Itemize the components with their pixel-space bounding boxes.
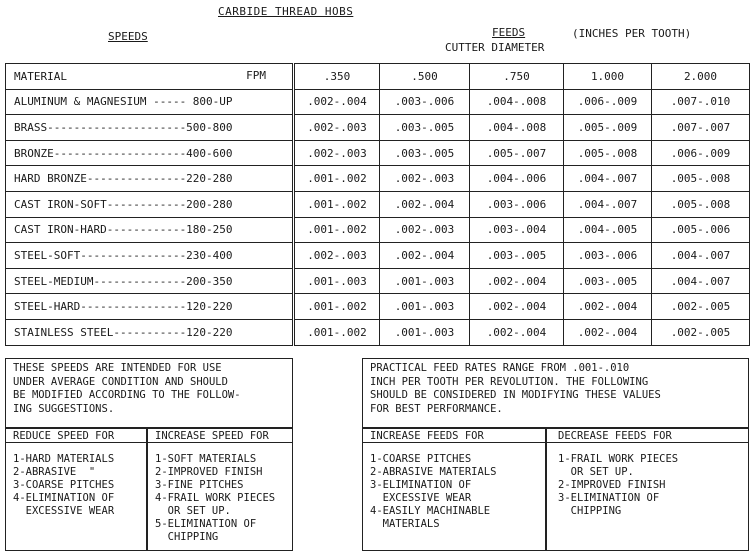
feed-value-cell: .003-.005 [564,268,652,294]
feed-value-cell: .007-.007 [652,115,750,141]
table-row [6,115,750,141]
feed-value-cell: .003-.005 [380,140,470,166]
feed-value-cell: .006-.009 [652,140,750,166]
feed-value-cell: .002-.003 [380,166,470,192]
increase-speed-list: 1-SOFT MATERIALS 2-IMPROVED FINISH 3-FINE PITCHES 4-FRAIL WORK PIECES OR SET UP. 5-ELIMINATION OF CHIPPING [155,453,276,543]
feed-value-cell: .004-.008 [470,89,564,115]
feed-value-cell: .002-.004 [470,268,564,294]
decrease-feeds-list: 1-FRAIL WORK PIECES OR SET UP. 2-IMPROVED FINISH 3-ELIMINATION OF CHIPPING [558,453,679,517]
table-row [6,140,750,166]
feed-value-cell: .003-.006 [380,89,470,115]
material-cell: STEEL-MEDIUM--------------200-350 [6,268,294,294]
fpm-header: FPM [246,69,266,82]
feed-value-cell: .007-.010 [652,89,750,115]
feed-value-cell: .003-.005 [470,243,564,269]
feed-value-cell: .004-.007 [652,243,750,269]
reduce-speed-list: 1-HARD MATERIALS 2-ABRASIVE " 3-COARSE PITCHES 4-ELIMINATION OF EXCESSIVE WEAR [13,453,115,517]
cutter-diameter-heading: CUTTER DIAMETER [445,41,545,54]
feed-value-cell: .001-.002 [294,217,380,243]
table-row [6,166,750,192]
feed-value-cell: .006-.009 [564,89,652,115]
diameter-header: .500 [380,64,470,90]
feed-value-cell: .004-.007 [564,166,652,192]
feed-value-cell: .002-.004 [294,89,380,115]
table-row [6,243,750,269]
feed-value-cell: .002-.004 [470,294,564,320]
feed-value-cell: .001-.003 [380,268,470,294]
diameter-header: 1.000 [564,64,652,90]
feed-value-cell: .003-.005 [380,115,470,141]
feed-value-cell: .004-.008 [470,115,564,141]
feed-value-cell: .002-.003 [294,140,380,166]
feed-value-cell: .002-.004 [564,319,652,345]
feed-value-cell: .002-.005 [652,319,750,345]
decrease-feeds-header: DECREASE FEEDS FOR [558,430,672,442]
speeds-heading: SPEEDS [108,30,148,43]
material-cell: STEEL-HARD----------------120-220 [6,294,294,320]
material-cell: BRONZE--------------------400-600 [6,140,294,166]
feeds-heading: FEEDS [492,26,526,39]
material-cell: BRASS---------------------500-800 [6,115,294,141]
increase-feeds-list: 1-COARSE PITCHES 2-ABRASIVE MATERIALS 3-ELIMINATION OF EXCESSIVE WEAR 4-EASILY MACHINABLE MATERIALS [370,453,497,530]
feed-value-cell: .001-.002 [294,166,380,192]
reduce-speed-header: REDUCE SPEED FOR [13,430,115,442]
notes-section [5,358,749,551]
material-cell: CAST IRON-HARD------------180-250 [6,217,294,243]
table-row [6,319,750,345]
table-header-row [6,64,750,90]
feeds-unit: (INCHES PER TOOTH) [572,27,692,40]
feed-value-cell: .001-.002 [294,294,380,320]
feeds-notes-text: PRACTICAL FEED RATES RANGE FROM .001-.010 INCH PER TOOTH PER REVOLUTION. THE FOLLOWING SHOULD BE CONSIDERED IN MODIFYING THESE VALUES FOR BEST PERFORMANCE. [370,362,661,415]
table-row [6,268,750,294]
feed-value-cell: .005-.007 [470,140,564,166]
feed-value-cell: .001-.003 [380,294,470,320]
feed-value-cell: .005-.008 [652,191,750,217]
feed-value-cell: .005-.006 [652,217,750,243]
feed-value-cell: .002-.005 [652,294,750,320]
material-cell: ALUMINUM & MAGNESIUM ----- 800-UP [6,89,294,115]
feed-value-cell: .002-.003 [294,243,380,269]
feed-value-cell: .001-.003 [380,319,470,345]
feed-value-cell: .003-.004 [470,217,564,243]
feed-value-cell: .002-.004 [564,294,652,320]
feed-value-cell: .001-.002 [294,191,380,217]
page-title: CARBIDE THREAD HOBS [218,5,354,18]
feed-value-cell: .005-.008 [564,140,652,166]
feed-value-cell: .003-.006 [564,243,652,269]
increase-speed-header: INCREASE SPEED FOR [155,430,269,442]
material-cell: STEEL-SOFT----------------230-400 [6,243,294,269]
table-row [6,191,750,217]
material-cell: STAINLESS STEEL-----------120-220 [6,319,294,345]
increase-feeds-header: INCREASE FEEDS FOR [370,430,484,442]
feed-value-cell: .004-.007 [564,191,652,217]
table-row [6,294,750,320]
material-header: MATERIAL [14,69,67,83]
feed-value-cell: .001-.002 [294,319,380,345]
feed-value-cell: .002-.004 [470,319,564,345]
feed-value-cell: .002-.003 [294,115,380,141]
feed-value-cell: .004-.006 [470,166,564,192]
feed-value-cell: .005-.009 [564,115,652,141]
diameter-header: 2.000 [652,64,750,90]
material-cell: CAST IRON-SOFT------------200-280 [6,191,294,217]
material-cell: HARD BRONZE---------------220-280 [6,166,294,192]
feed-value-cell: .002-.004 [380,191,470,217]
speeds-notes-text: THESE SPEEDS ARE INTENDED FOR USE UNDER AVERAGE CONDITION AND SHOULD BE MODIFIED ACCORDING TO THE FOLLOW- ING SUGGESTIONS. [13,362,241,415]
feed-value-cell: .001-.003 [294,268,380,294]
table-row [6,89,750,115]
feed-value-cell: .004-.007 [652,268,750,294]
diameter-header: .350 [294,64,380,90]
feed-value-cell: .004-.005 [564,217,652,243]
table-row [6,217,750,243]
feed-value-cell: .005-.008 [652,166,750,192]
feed-value-cell: .002-.004 [380,243,470,269]
feed-value-cell: .002-.003 [380,217,470,243]
speeds-feeds-table [5,63,750,346]
material-header-cell [6,64,294,90]
diameter-header: .750 [470,64,564,90]
feed-value-cell: .003-.006 [470,191,564,217]
